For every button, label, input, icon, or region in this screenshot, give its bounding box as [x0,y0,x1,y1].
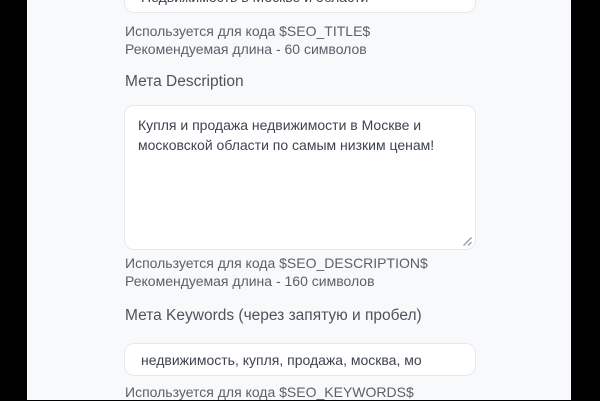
meta-keywords-label: Мета Keywords (через запятую и пробел) [125,307,422,324]
meta-description-label: Мета Description [125,73,244,90]
letterbox-right [571,0,600,400]
seo-form [27,0,571,400]
meta-keywords-input[interactable] [124,343,476,376]
meta-title-hints [125,22,370,58]
textarea-resize-handle-icon[interactable] [461,235,472,246]
meta-description-textarea[interactable] [124,105,476,250]
meta-title-hint-code: Используется для кода $SEO_TITLE$ [125,23,371,39]
meta-description-hints [125,254,428,290]
meta-keywords-hint-code: Используется для кода $SEO_KEYWORDS$ [125,384,414,400]
meta-title-hint-length: Рекомендуемая длина - 60 символов [125,41,367,57]
meta-description-hint-length: Рекомендуемая длина - 160 символов [125,273,375,289]
meta-title-input[interactable] [124,0,476,13]
meta-description-field-wrap [124,105,476,250]
meta-description-hint-code: Используется для кода $SEO_DESCRIPTION$ [125,255,428,271]
letterbox-left [0,0,27,400]
